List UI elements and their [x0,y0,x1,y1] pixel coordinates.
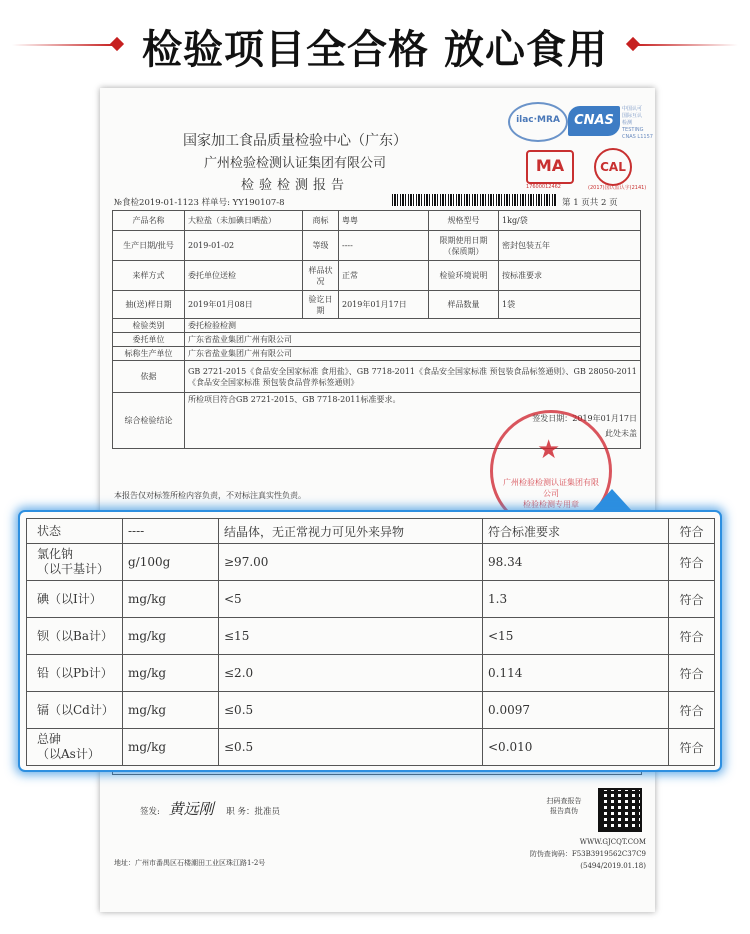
results-table [26,518,715,766]
table-row [113,261,641,291]
certification-logos [508,102,653,192]
cell-unit: mg/kg [123,581,219,618]
cell-value: 广东省盐业集团广州有限公司 [185,347,641,361]
table-row [113,291,641,319]
table-row [27,618,715,655]
cell-value: 2019年01月08日 [185,291,303,319]
cell-value: 密封包装五年 [499,231,641,261]
cell-limit: ≥97.00 [219,544,483,581]
cell-unit: mg/kg [123,618,219,655]
qr-code [598,788,642,832]
cell-label: 限期使用日期（保质期） [429,231,499,261]
cell-label: 委托单位 [113,333,185,347]
table-row [113,211,641,231]
cell-label: 产品名称 [113,211,185,231]
cell-label: 标称生产单位 [113,347,185,361]
cell-value: 1.3 [483,581,669,618]
cell-limit: <5 [219,581,483,618]
cell-unit: mg/kg [123,692,219,729]
cell-item: 总砷 （以As计） [27,729,123,766]
org-company: 广州检验检测认证集团有限公司 [203,156,386,171]
test-report-document [100,88,655,912]
cell-value: 0.0097 [483,692,669,729]
footer-address: 地址：广州市番禺区石楼潮田工业区珠江路1-2号 [114,859,266,867]
cell-label: 抽(送)样日期 [113,291,185,319]
cell-value: 广东省盐业集团广州有限公司 [185,333,641,347]
cell-value: 委托单位送检 [185,261,303,291]
cell-value: <15 [483,618,669,655]
qr-caption: 扫码查报告 报告真伪 [546,797,582,815]
cell-value: 2019年01月17日 [339,291,429,319]
issue-date: 签发日期：2019年01月17日 [532,414,637,423]
report-title: 检验检测报告 [240,178,349,193]
cell-label: 规格型号 [429,211,499,231]
cell-limit: ≤2.0 [219,655,483,692]
cell-label: 样品状况 [303,261,339,291]
cell-verdict: 符合 [669,655,715,692]
table-row [27,581,715,618]
cell-item: 镉（以Cd计） [27,692,123,729]
table-row [27,729,715,766]
cell-label: 验讫日期 [303,291,339,319]
table-row [113,361,641,393]
cell-value: 大粒盐（未加碘日晒盐） [185,211,303,231]
cnas-logo: CNAS [568,106,620,136]
seal-note: 此处未盖 [605,429,637,438]
cell-value: GB 2721-2015《食品安全国家标准 食用盐》、GB 7718-2011《食品安全国家标准 预包装食品标签通则》、GB 28050-2011《食品安全国家标准 预包装食品营养标签通则》 [185,361,641,393]
banner-line-right [636,44,738,46]
cell-unit: mg/kg [123,729,219,766]
signature-row [140,798,280,819]
cell-value: 1袋 [499,291,641,319]
cell-label: 商标 [303,211,339,231]
cell-label: 检验环境说明 [429,261,499,291]
table-row [113,319,641,333]
ma-logo: MA [526,150,574,184]
table-row [113,347,641,361]
sign-role: 职 务：批准员 [226,807,280,817]
cal-code: (2017)国认监认字(2141) [588,185,647,191]
cell-item: 钡（以Ba计） [27,618,123,655]
signature: 黄远刚 [168,800,214,818]
cell-verdict: 符合 [669,618,715,655]
cell-item: 碘（以I计） [27,581,123,618]
cell-verdict: 符合 [669,729,715,766]
org-title: 国家加工食品质量检验中心（广东） [183,133,407,149]
cell-value: 粤粤 [339,211,429,231]
table-row [27,544,715,581]
conclusion-text: 所检项目符合GB 2721-2015、GB 7718-2011标准要求。 [188,395,401,404]
cell-value: 委托检验检测 [185,319,641,333]
cell-value: ---- [339,231,429,261]
sign-label: 签发: [140,807,160,817]
cell-item: 氯化钠 （以干基计） [27,544,123,581]
table-row [27,519,715,544]
cell-value: 0.114 [483,655,669,692]
footer-site: WWW.GJCQT.COM [579,838,646,846]
cell-verdict: 符合 [669,581,715,618]
cell-item: 铅（以Pb计） [27,655,123,692]
results-zoom-callout [18,510,722,772]
banner-title: 检验项目全合格 放心食用 [142,27,608,73]
banner [0,0,750,90]
callout-pointer [592,489,632,511]
cell-limit: ≤15 [219,618,483,655]
page-info: 第 1 页共 2 页 [562,198,618,208]
cell-unit: ---- [123,519,219,544]
cell-label: 检验类别 [113,319,185,333]
ma-code: 17600012462 [526,184,561,190]
report-number: №食检2019-01-1123 样单号: YY190107-8 [114,198,285,208]
table-row [27,692,715,729]
table-row [27,655,715,692]
cell-value: 按标准要求 [499,261,641,291]
cell-verdict: 符合 [669,544,715,581]
cell-label: 依据 [113,361,185,393]
cell-value: 98.34 [483,544,669,581]
cell-value: 1kg/袋 [499,211,641,231]
cell-value: 符合标准要求 [483,519,669,544]
cal-logo: CAL [594,148,632,186]
footer-right [520,836,646,872]
cell-label: 生产日期/批号 [113,231,185,261]
cell-value: <0.010 [483,729,669,766]
footer-ref: (5494/2019.01.18) [580,862,646,870]
cnas-caption: 中国认可 国际互认 检测 TESTING CNAS L1157 [622,106,653,140]
cell-limit: ≤0.5 [219,729,483,766]
diamond-icon [110,37,124,51]
cell-label: 样品数量 [429,291,499,319]
cell-verdict: 符合 [669,692,715,729]
cell-value: 正常 [339,261,429,291]
cell-item: 状态 [27,519,123,544]
cell-unit: mg/kg [123,655,219,692]
cell-unit: g/100g [123,544,219,581]
cell-value: 2019-01-02 [185,231,303,261]
footer-code: 防伪查询码：F53B3919562C37C9 [529,850,646,858]
cell-label: 等级 [303,231,339,261]
banner-line-left [12,44,114,46]
cell-label: 来样方式 [113,261,185,291]
cell-label: 综合检验结论 [113,393,185,449]
star-icon: ★ [537,435,561,465]
table-row [113,231,641,261]
cell-limit: 结晶体，无正常视力可见外来异物 [219,519,483,544]
table-row [113,333,641,347]
cell-verdict: 符合 [669,519,715,544]
cell-limit: ≤0.5 [219,692,483,729]
disclaimer: 本报告仅对标签所检内容负责，不对标注真实性负责。 [114,491,306,500]
seal-text: 广州检验检测认证集团有限公司 检验检测专用章 [503,478,599,509]
ilac-mra-logo: ilac·MRA [508,102,568,142]
barcode [392,194,557,206]
